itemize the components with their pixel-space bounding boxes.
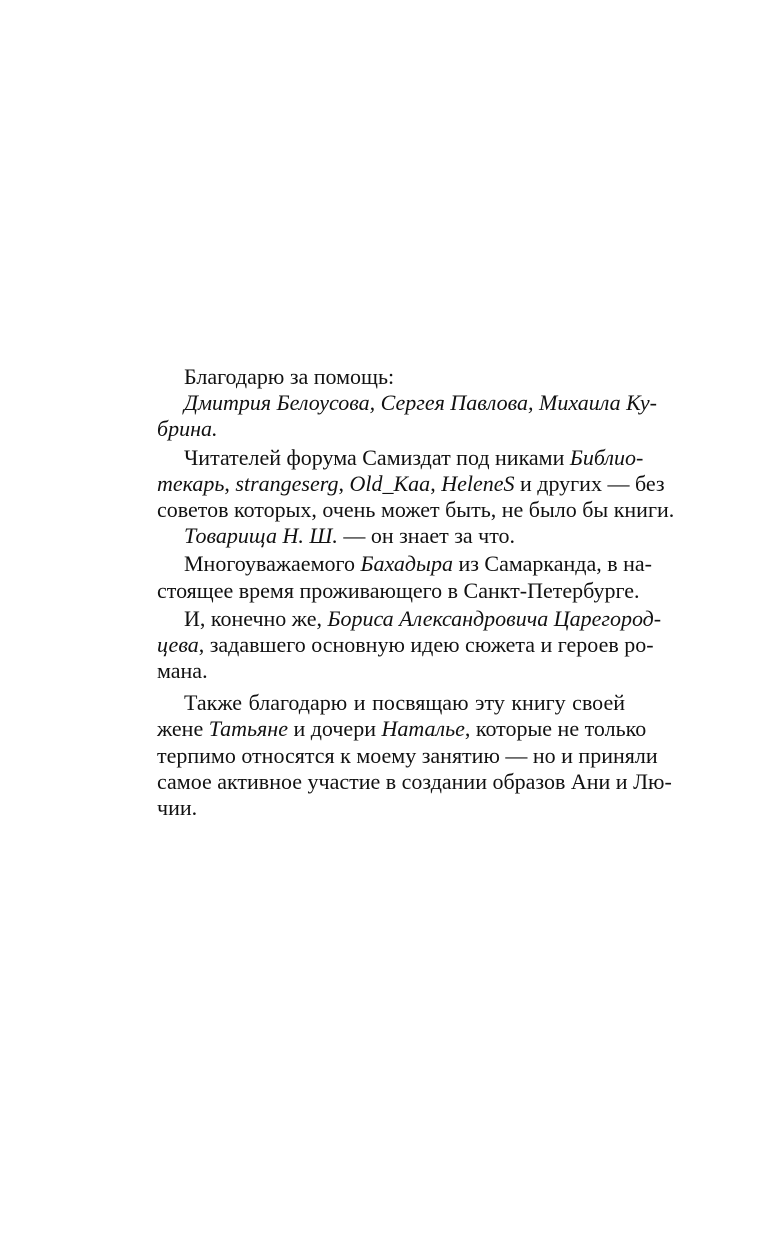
paragraph-1-line-1 [157, 390, 657, 416]
nickname-italic: Old_Kaa [349, 470, 431, 496]
paragraph-3-line-1: Товарища Н. Ш. — он знает за что. [184, 523, 516, 549]
paragraph-2-line-3: советов которых, очень может быть, не было бы книги. [157, 496, 675, 522]
paragraph-2 [157, 444, 675, 524]
names-italic: брина. [157, 416, 218, 442]
paragraph-4-line-1: Многоуважаемого Бахадыра из Самарканда, в на- [184, 551, 652, 577]
paragraph-4 [157, 551, 652, 603]
name-italic: Татьяне [208, 716, 288, 742]
names-italic: Дмитрия Белоусова, Сергея Павлова, Михаила Ку- [184, 390, 657, 416]
nickname-italic: strangeserg [235, 470, 339, 496]
paragraph-5 [157, 605, 662, 685]
paragraph-5-line-3: мана. [157, 658, 208, 684]
paragraph-5-line-1: И, конечно же, Бориса Александровича Царегород- [184, 605, 662, 631]
name-italic: Бахадыра [360, 551, 453, 577]
paragraph-6 [157, 690, 672, 821]
paragraph-6-line-1: Также благодарю и посвящаю эту книгу своей [184, 690, 625, 716]
paragraph-2-line-2: текарь, strangeserg, Old_Kaa, HeleneS и других — без [157, 470, 665, 496]
paragraph-5-line-2: цева, задавшего основную идею сюжета и героев ро- [157, 631, 654, 657]
paragraph-1-line-2 [157, 416, 625, 442]
name-italic: цева [157, 631, 199, 657]
paragraph-6-line-4: самое активное участие в создании образов Ани и Лю- [157, 768, 672, 794]
paragraph-2-line-1: Читателей форума Самиздат под никами Библио- [184, 444, 644, 470]
nickname-italic: Библио- [569, 444, 644, 470]
paragraph-6-line-3: терпимо относятся к моему занятию — но и приняли [157, 742, 658, 768]
name-italic: Бориса Александровича Царегород- [327, 605, 662, 631]
paragraph-3 [157, 523, 625, 549]
paragraph-6-line-2: жене Татьяне и дочери Наталье, которые не только [157, 716, 647, 742]
paragraph-4-line-2: стоящее время проживающего в Санкт-Петербурге. [157, 577, 640, 603]
nickname-italic: текарь [157, 470, 225, 496]
name-italic: Наталье [381, 716, 465, 742]
acknowledgements-text [157, 364, 675, 821]
nickname-italic: HeleneS [441, 470, 515, 496]
paragraph-6-line-5: чии. [157, 795, 198, 820]
acknowledgements-heading: Благодарю за помощь: [184, 364, 395, 389]
name-italic: Товарища Н. Ш. [184, 523, 338, 549]
paragraph-1 [157, 390, 657, 442]
